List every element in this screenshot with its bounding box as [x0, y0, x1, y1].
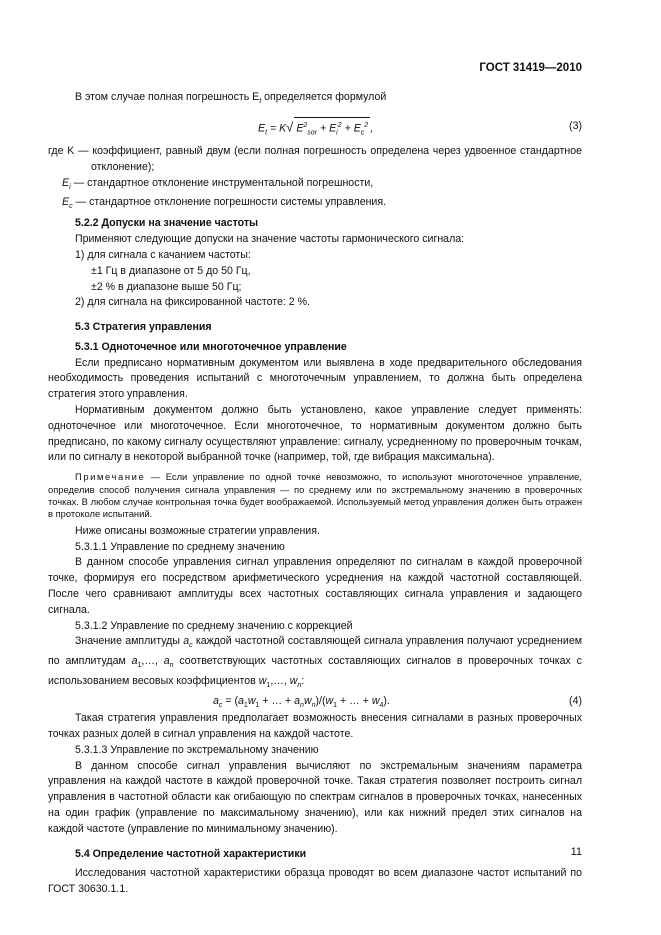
formula-4-expression: $a_c = (a_1w_1$ + … + $a_nw_n)/(w_1$ + … + $w_4$). — [213, 695, 390, 710]
section-5-3-1-paragraph-3: Ниже описаны возможные стратегии управления. — [75, 524, 320, 537]
section-5-3-1-2-paragraph: Значение амплитуды $a_c$ каждой частотной составляющей сигнала управления получают усреднением по амплитудам $a_1,\dots$, $a_n$ соответствующих частотных составляющих сигналов в проверочных точках с использованием весовых коэффициентов $w_1,\dots$, $w_n$: — [48, 635, 582, 690]
section-5-3-1-2-paragraph-after: Такая стратегия управления предполагает возможность внесения сигналами в разных проверочных точках разных долей в сигнал управления на каждой частоте. — [48, 712, 582, 740]
list-item-1: 1) для сигнала с качанием частоты: — [75, 248, 251, 261]
section-5-3-title: 5.3 Стратегия управления — [75, 321, 212, 334]
list-item-1b: ±2 % в диапазоне выше 50 Гц; — [91, 280, 242, 293]
note — [48, 471, 582, 521]
section-5-3-1-title: 5.3.1 Одноточечное или многоточечное управление — [75, 340, 347, 353]
section-5-2-2-title: 5.2.2 Допуски на значение частоты — [75, 217, 259, 230]
formula-3 — [48, 115, 582, 141]
section-5-4-paragraph: Исследования частотной характеристики образца проводят во всем диапазоне частот испытаний по ГОСТ 30630.1.1. — [48, 867, 582, 896]
page-number: 11 — [570, 846, 582, 858]
section-5-2-2-intro: Применяют следующие допуски на значение частоты гармонического сигнала: — [75, 233, 465, 246]
section-5-3-1-1-paragraph: В данном способе управления сигнал управления определяют по сигналам в каждой проверочной точке, формируя его посредством арифметического усреднения на каждой частотной составляющей. После чего сравнивают амплитуды всех частотных составляющих сигнала управления и задающего сигнала. — [48, 556, 582, 616]
list-item-1a: ±1 Гц в диапазоне от 5 до 50 Гц, — [91, 264, 251, 277]
formula-4-number: (4) — [569, 695, 582, 708]
section-5-4-title: 5.4 Определение частотной характеристики — [75, 847, 307, 860]
section-5-3-1-paragraph-2: Нормативным документом должно быть установлено, какое управление следует применять: одноточечное или многоточечное. Если многоточечное, то нормативным документом должно быть предписано, по какому сигналу осуществляют управление: сигналу, усредненному по проверочным точкам, или по сигналу в некоторой выбранной точке (например, той, где вибрация максимальна). — [48, 404, 582, 464]
intro-paragraph: В этом случае полная погрешность $E_t$ определяется формулой — [75, 91, 387, 106]
section-5-3-1-1-title: 5.3.1.1 Управление по среднему значению — [75, 540, 285, 553]
document-body — [48, 90, 582, 898]
section-5-3-1-2-title: 5.3.1.2 Управление по среднему значению с коррекцией — [75, 619, 353, 632]
definition-ei: $E_i$ — стандартное отклонение инструментальной погрешности, — [62, 176, 374, 191]
definition-ec: $E_c$ — стандартное отклонение погрешности системы управления. — [62, 196, 387, 211]
list-item-2: 2) для сигнала на фиксированной частоте: 2 %. — [75, 296, 310, 309]
document-id: ГОСТ 31419—2010 — [479, 62, 582, 74]
formula-3-expression: $E_t = K√$ $E^2_{sor} + E_i^2 + E_c^2$ , — [258, 117, 373, 141]
formula-4 — [48, 694, 582, 711]
section-5-3-1-paragraph-1: Если предписано нормативным документом или выявлена в ходе предварительного обследования необходимость проведения испытаний с многоточечным управлением, то должна быть определена стратегия этого управления. — [48, 356, 582, 401]
note-label: Примечание — [75, 471, 146, 483]
note-text: — Если управление по одной точке невозможно, то используют многоточечное управление, определив способ получения сигнала управления — по среднему или по экстремальному значению в проверочных точках. В любом случае контрольная точка будет воображаемой. Используемый метод управления должен быть отражен в протоколе испытаний. — [48, 471, 582, 520]
section-5-3-1-3-title: 5.3.1.3 Управление по экстремальному значению — [75, 743, 319, 756]
section-5-3-1-3-paragraph: В данном способе сигнал управления вычисляют по экстремальным значениям параметра управления на каждой частоте в каждой проверочной точке. Такая стратегия позволяет построить сигнал управления в частотной области как огибающую по спектрам сигналов в проверочных точках, нанесенных на один график (управление по максимальному значению), или как нижний предел этих сигналов на каждой частоте (управление по минимальному значению). — [48, 759, 582, 835]
definition-k: где K — коэффициент, равный двум (если полная погрешность определена через удвоенное стандартное отклонение); — [48, 144, 582, 173]
formula-3-number: (3) — [569, 119, 582, 132]
